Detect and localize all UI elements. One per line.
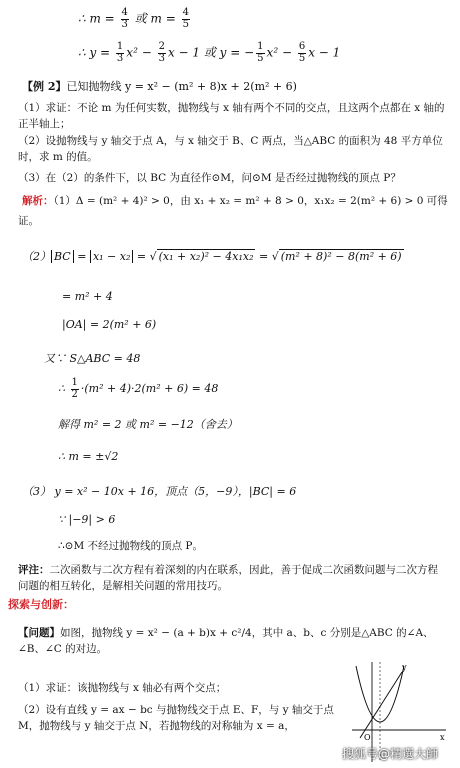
problem-block <box>18 625 446 658</box>
solve-line: 解得 m² = 2 或 m² = −12（舍去） <box>58 418 238 431</box>
problem-label: 【问题】 <box>18 627 60 639</box>
solution-part1-end: 证。 <box>18 215 39 227</box>
problem-part1: （1）求证：该抛物线与 x 轴必有两个交点； <box>18 682 227 694</box>
conclusion-line: ∴⊙M 不经过抛物线的顶点 P。 <box>58 540 203 552</box>
comment-label: 评注： <box>18 564 50 576</box>
part3-text: （3）在（2）的条件下，以 BC 为直径作⊙M，问⊙M 是否经过抛物线的顶点 P？ <box>18 172 401 184</box>
m-result-line: ∴ m = ±√2 <box>58 450 119 463</box>
comment-block <box>18 562 446 595</box>
solution-part3-line: （3） y = x² − 10x + 16，顶点（5，−9），|BC| = 6 <box>22 485 297 498</box>
watermark-text: 搜狐号@精選大師 <box>342 747 439 761</box>
example2-label: 【例 2】 <box>22 80 67 93</box>
vertex-compare-line: ∵ |−9| > 6 <box>58 513 116 526</box>
solution-part1-text: （1）Δ = (m² + 4)² > 0，由 x₁ + x₂ = m² + 8 > 0，x₁x₂ = 2(m² + 6) > 0 可得 <box>53 195 448 207</box>
area-condition-line: 又∵ S△ABC = 48 <box>44 352 141 365</box>
example2-text: 已知抛物线 y = x² − (m² + 8)x + 2(m² + 6) <box>66 80 297 93</box>
solution-part1 <box>22 195 448 208</box>
figure-label-y: y <box>402 663 407 672</box>
oa-length-line: |OA| = 2(m² + 6) <box>62 318 157 331</box>
area-equation-line: ∴ $\frac{1}{2}$ ·(m² + 4)·2(m² + 6) = 48 <box>58 377 219 400</box>
solution-label: 解析： <box>22 195 54 207</box>
m-values-line: ∴ m = $\frac{4}{3}$ 或 m = $\frac{4}{5}$ <box>78 7 189 30</box>
problem-part2: （2）设有直线 y = ax − bc 与抛物线交于点 E、F，与 y 轴交于点 M，抛物线与 y 轴交于点 N，若抛物线的对称轴为 x = a， <box>18 704 334 733</box>
figure-label-x: x <box>440 733 445 742</box>
comment-text: 二次函数与二次方程有着深刻的内在联系，因此，善于促成二次函数问题与二次方程问题的相互转化，是解相关问题的常用技巧。 <box>18 564 438 593</box>
bc-simplified-line: = m² + 4 <box>62 290 113 303</box>
example2-heading <box>22 80 297 94</box>
parabola-results-line: ∴ y = $\frac{1}{3}$ x² − $\frac{2}{3}$ x − 1 或 y = − $\frac{1}{5}$ x² − $\frac{6}{5}$ x − 1 <box>78 41 341 64</box>
part1-text: （1）求证：不论 m 为任何实数，抛物线与 x 轴有两个不同的交点，且这两个点都在 x 轴的正半轴上； <box>18 102 445 131</box>
part2-text: （2）设抛物线与 y 轴交于点 A，与 x 轴交于 B、C 两点，当△ABC 的面积为 48 平方单位时，求 m 的值。 <box>18 135 443 164</box>
figure-label-o: O <box>364 733 371 742</box>
bc-length-line: （2） BC = x₁ − x₂ = √ (x₁ + x₂)² − 4x₁x₂ = √ (m² + 8)² − 8(m² + 6) <box>22 250 402 263</box>
explore-heading: 探索与创新： <box>8 598 74 611</box>
problem-text: 如图，抛物线 y = x² − (a + b)x + c²/4，其中 a、b、c 分别是△ABC 的∠A、∠B、∠C 的对边。 <box>18 627 434 656</box>
